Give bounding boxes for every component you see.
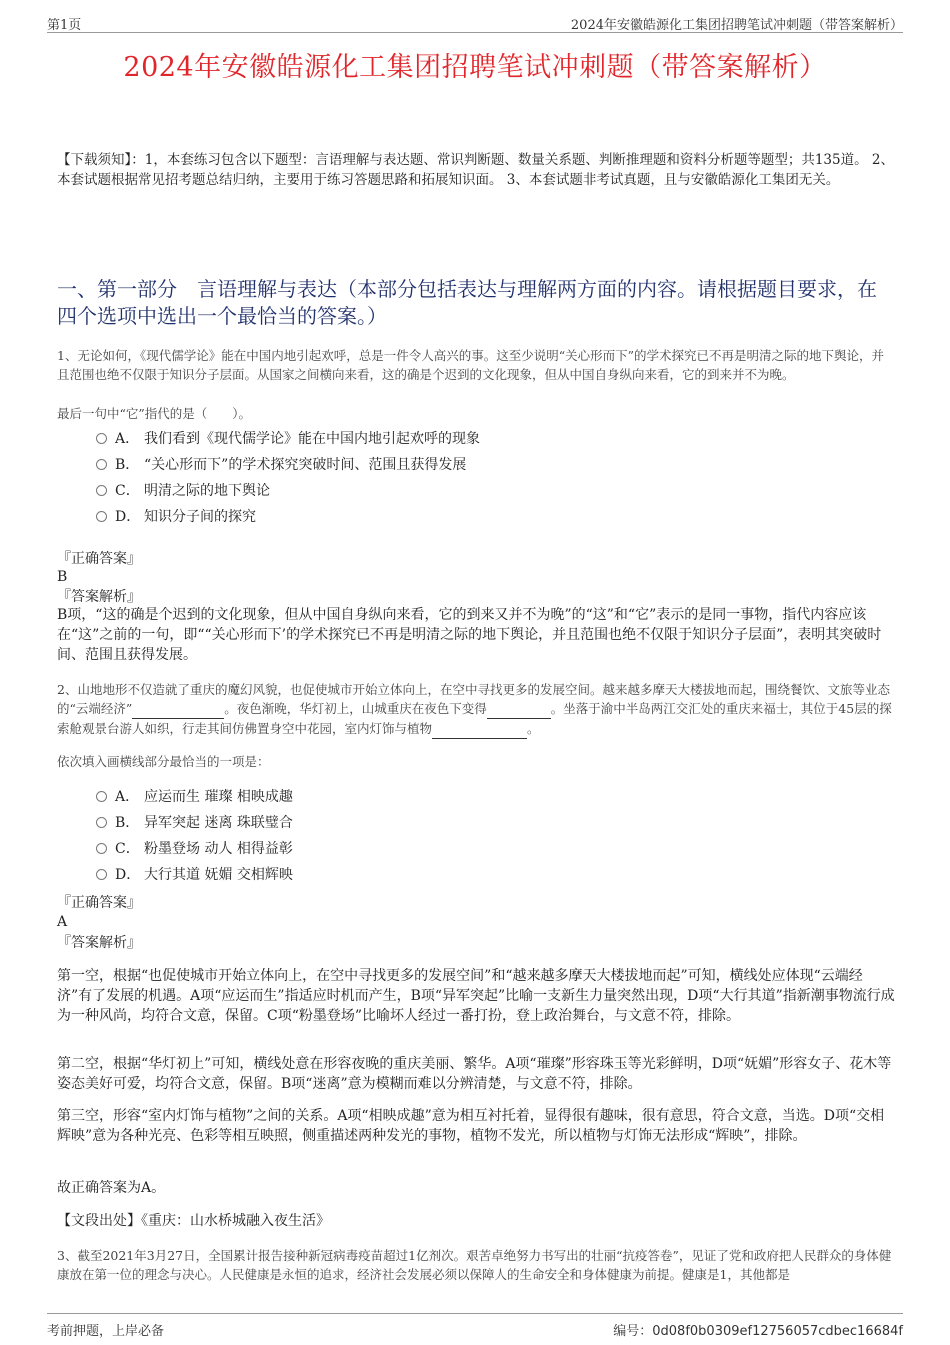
answer-value: B xyxy=(57,569,68,585)
analysis-conclusion: 故正确答案为A。 xyxy=(57,1180,166,1196)
page-title: 2024年安徽皓源化工集团招聘笔试冲刺题（带答案解析） xyxy=(123,52,827,83)
option-d[interactable]: D． 知识分子间的探究 xyxy=(96,504,480,530)
fill-blank-3 xyxy=(432,719,527,739)
question-3-stem: 3、截至2021年3月27日，全国累计报告接种新冠病毒疫苗超过1亿剂次。艰苦卓绝努力书写出的壮丽“抗疫答卷”，见证了党和政府把人民群众的身体健康放在第一位的理念与决心。人民健康是永恒的追求，经济社会发展必须以保障人的生命安全和身体健康为前提。健康是1，其他都是 xyxy=(57,1248,892,1282)
fill-blank-2 xyxy=(487,699,551,719)
fill-blank-1 xyxy=(132,699,224,719)
option-b[interactable]: B． “关心形而下”的学术探究突破时间、范围且获得发展 xyxy=(96,452,480,478)
analysis-label: 『答案解析』 xyxy=(57,935,141,951)
question-2-ask: 依次填入画横线部分最恰当的一项是： xyxy=(57,754,270,769)
question-2-stem: 2、山地地形不仅造就了重庆的魔幻风貌，也促使城市开始立体向上，在空中寻找更多的发展空间。越来越多摩天大楼拔地而起，围绕餐饮、文旅等业态的“云端经济” 。夜色渐晚，华灯初上，山城重庆在夜色下变得 。坐落于渝中半岛两江交汇处的重庆来福士，其位于45层的探索舱观景台游人如织，行走其间仿佛置身空中花园，室内灯饰与植物 。 xyxy=(57,680,895,739)
footer-code: 编号：0d08f0b0309ef12756057cdbec16684f xyxy=(613,1324,903,1339)
option-a[interactable]: A． 应运而生 璀璨 相映成趣 xyxy=(96,784,293,810)
radio-icon[interactable] xyxy=(96,485,107,496)
radio-icon[interactable] xyxy=(96,511,107,522)
option-a[interactable]: A． 我们看到《现代儒学论》能在中国内地引起欢呼的现象 xyxy=(96,426,480,452)
option-b[interactable]: B． 异军突起 迷离 珠联璧合 xyxy=(96,810,293,836)
radio-icon[interactable] xyxy=(96,817,107,828)
radio-icon[interactable] xyxy=(96,843,107,854)
source-note: 【文段出处】《重庆：山水桥城融入夜生活》 xyxy=(57,1213,330,1229)
question-1-ask: 最后一句中“它”指代的是（ ）。 xyxy=(57,406,252,421)
answer-label: 『正确答案』 xyxy=(57,551,141,567)
option-d[interactable]: D． 大行其道 妩媚 交相辉映 xyxy=(96,862,293,888)
analysis-text: B项，“这的确是个迟到的文化现象，但从中国自身纵向来看，它的到来又并不为晚”的“这”和“它”表示的是同一事物，指代内容应该在“这”之前的一句，即““关心形而下’的学术探究已不再是明清之际的地下舆论，并且范围也绝不仅限于知识分子层面”，表明其突破时间、范围且获得发展。 xyxy=(57,607,882,663)
radio-icon[interactable] xyxy=(96,869,107,880)
option-c[interactable]: C． 明清之际的地下舆论 xyxy=(96,478,480,504)
option-c[interactable]: C． 粉墨登场 动人 相得益彰 xyxy=(96,836,293,862)
header-title: 2024年安徽皓源化工集团招聘笔试冲刺题（带答案解析） xyxy=(570,18,903,33)
analysis-paragraph-3: 第三空，形容“室内灯饰与植物”之间的关系。A项“相映成趣”意为相互衬托着，显得很有趣味，很有意思，符合文意，当选。D项“交相辉映”意为各种光亮、色彩等相互映照，侧重描述两种发光的事物，植物不发光，所以植物与灯饰无法形成“辉映”，排除。 xyxy=(57,1108,885,1144)
question-1-stem: 1、无论如何，《现代儒学论》能在中国内地引起欢呼，总是一件令人高兴的事。这至少说明“关心形而下”的学术探究已不再是明清之际的地下舆论，并且范围也绝不仅限于知识分子层面。从国家之间横向来看，这的确是个迟到的文化现象，但从中国自身纵向来看，它的到来并不为晚。 xyxy=(57,348,884,382)
analysis-label: 『答案解析』 xyxy=(57,589,141,605)
question-1-options xyxy=(96,426,480,530)
footer-slogan: 考前押题，上岸必备 xyxy=(47,1324,165,1339)
radio-icon[interactable] xyxy=(96,791,107,802)
radio-icon[interactable] xyxy=(96,459,107,470)
section-heading: 一、第一部分 言语理解与表达（本部分包括表达与理解两方面的内容。请根据题目要求，在四个选项中选出一个最恰当的答案。） xyxy=(57,277,877,328)
radio-icon[interactable] xyxy=(96,433,107,444)
analysis-paragraph-2: 第二空，根据“华灯初上”可知，横线处意在形容夜晚的重庆美丽、繁华。A项“璀璨”形容珠玉等光彩鲜明，D项“妩媚”形容女子、花木等姿态美好可爱，均符合文意，保留。B项“迷离”意为模糊而难以分辨清楚，与文意不符，排除。 xyxy=(57,1056,892,1092)
download-notice: 【下载须知】：1，本套练习包含以下题型：言语理解与表达题、常识判断题、数量关系题、判断推理题和资料分析题等题型；共135道。 2、本套试题根据常见招考题总结归纳，主要用于练习答题思路和拓展知识面。 3、本套试题非考试真题，且与安徽皓源化工集团无关。 xyxy=(57,152,894,188)
question-2-options xyxy=(96,784,293,888)
answer-label: 『正确答案』 xyxy=(57,895,141,911)
answer-value: A xyxy=(57,914,68,930)
analysis-paragraph-1: 第一空，根据“也促使城市开始立体向上，在空中寻找更多的发展空间”和“越来越多摩天大楼拔地而起”可知，横线处应体现“云端经济”有了发展的机遇。A项“应运而生”指适应时机而产生，B项“异军突起”比喻一支新生力量突然出现，D项“大行其道”指新潮事物流行成为一种风尚，均符合文意，保留。C项“粉墨登场”比喻坏人经过一番打扮，登上政治舞台，与文意不符，排除。 xyxy=(57,968,895,1024)
page-header xyxy=(47,10,903,33)
page-number: 第1页 xyxy=(47,18,82,33)
page-footer xyxy=(47,1313,903,1340)
